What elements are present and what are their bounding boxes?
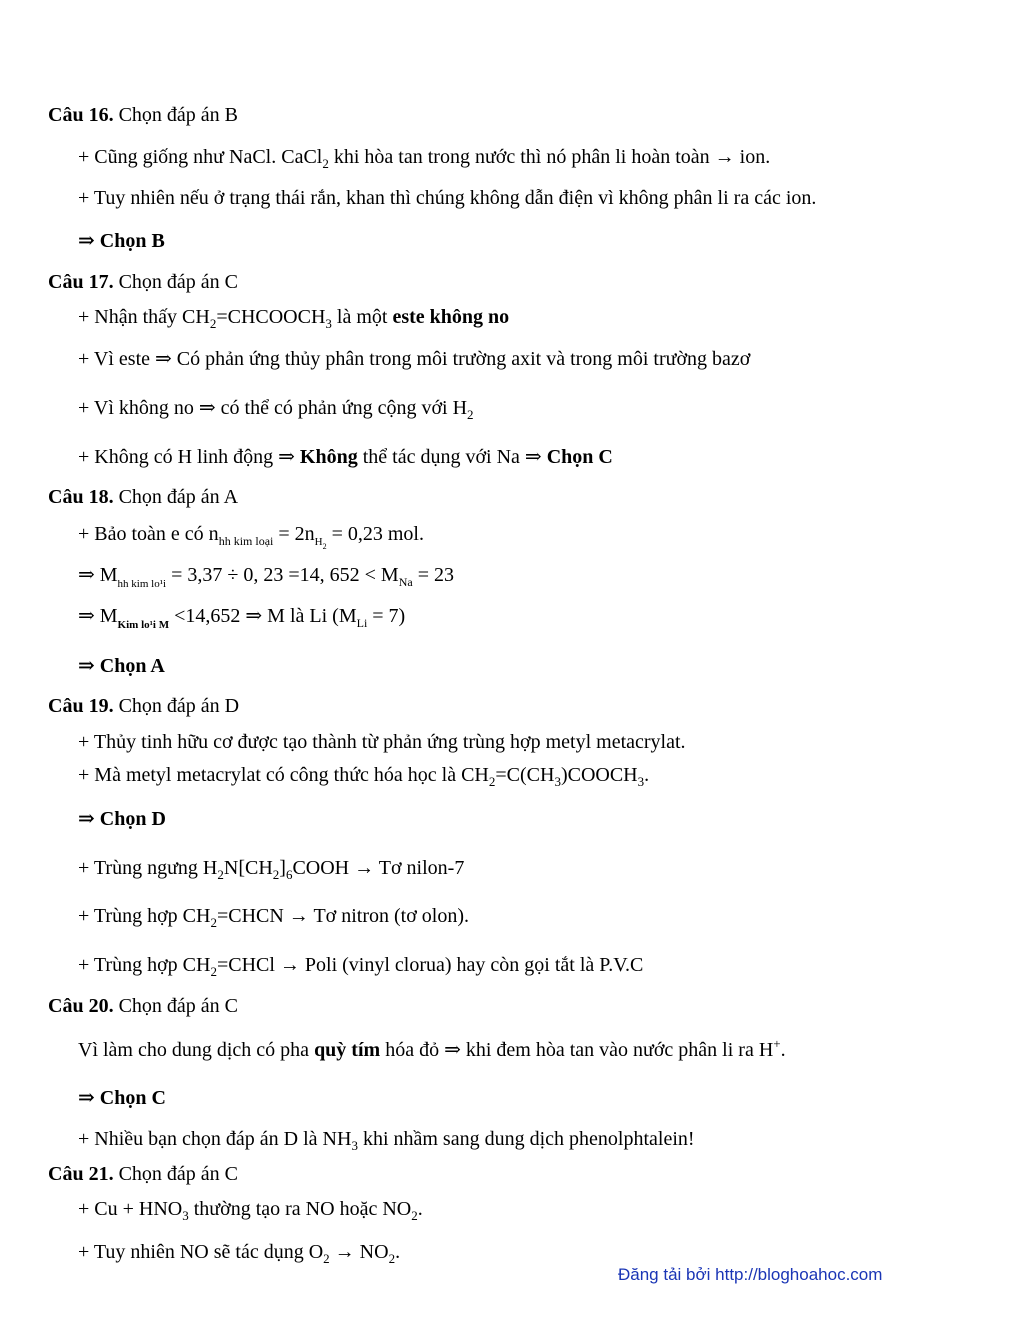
q19-line-3: + Trùng ngưng $H_2N[CH_2]_6COOH$ → Tơ nilon-7 <box>78 857 465 882</box>
q21-line-2: + Tuy nhiên NO sẽ tác dụng $O_2 \to NO_2$. <box>78 1241 401 1266</box>
q20-line-2: + Nhiều bạn chọn đáp án D là $NH_3$ khi nhầm sang dung dịch phenolphtalein! <box>78 1128 695 1153</box>
q19-choose: ⇒ Chọn D <box>78 808 166 830</box>
q19-line-4: + Trùng hợp $CH_2=CHCN$ → Tơ nitron (tơ olon). <box>78 905 470 930</box>
q21-line-1: + $Cu + HNO_3$ thường tạo ra NO hoặc $NO_2$. <box>78 1198 423 1223</box>
q20-line-1: Vì làm cho dung dịch có pha quỳ tím hóa đỏ ⇒ khi đem hòa tan vào nước phân li ra H+. <box>78 1036 786 1061</box>
q18-choose: ⇒ Chọn A <box>78 655 165 677</box>
q18-heading: Câu 18. Chọn đáp án A <box>48 486 239 508</box>
q20-heading: Câu 20. Chọn đáp án C <box>48 995 239 1017</box>
q18-line-3: ⇒ $M_{Kim lo^1i M} <14,652$ ⇒ M là Li $(M_{Li} = 7)$ <box>78 605 406 631</box>
q21-heading: Câu 21. Chọn đáp án C <box>48 1163 239 1185</box>
q20-choose: ⇒ Chọn C <box>78 1087 166 1109</box>
q16-line-2: + Tuy nhiên nếu ở trạng thái rắn, khan thì chúng không dẫn điện vì không phân li ra các ion. <box>78 187 817 209</box>
q17-line-1: + Nhận thấy $CH_2=CHCOOCH_3$ là một este không no <box>78 306 510 331</box>
q19-line-5: + Trùng hợp $CH_2=CHCl$ → Poli (vinyl clorua) hay còn gọi tắt là P.V.C <box>78 954 644 979</box>
q16-choose: ⇒ Chọn B <box>78 230 165 252</box>
q19-line-1: + Thủy tinh hữu cơ được tạo thành từ phản ứng trùng hợp metyl metacrylat. <box>78 731 686 753</box>
q17-line-3: + Vì không no ⇒ có thể có phản ứng cộng với $H_2$ <box>78 397 474 422</box>
q16-line-1: + Cũng giống như NaCl. CaCl$_2$ khi hòa tan trong nước thì nó phân li hoàn toàn → ion. <box>78 146 771 171</box>
q18-line-1: + Bảo toàn e có $n_{hh kim loại} = 2n_{H2} = 0,23$ mol. <box>78 523 424 551</box>
q16-heading: Câu 16. Chọn đáp án B <box>48 104 239 126</box>
footer-source-link[interactable]: Đăng tải bởi http://bloghoahoc.com <box>618 1265 883 1284</box>
q17-heading: Câu 17. Chọn đáp án C <box>48 271 239 293</box>
q17-line-4: + Không có H linh động ⇒ Không thể tác dụng với Na ⇒ Chọn C <box>78 446 613 468</box>
q18-line-2: ⇒ $M_{hh kim lo^1i} = 3,37 \div 0$, 23 =14, $652 < M_{Na} = 23$ <box>78 564 454 590</box>
q17-line-2: + Vì este ⇒ Có phản ứng thủy phân trong môi trường axit và trong môi trường bazơ <box>78 348 751 370</box>
q19-line-2: + Mà metyl metacrylat có công thức hóa học là $CH_2=C(CH_3)COOCH_3$. <box>78 764 650 789</box>
q19-heading: Câu 19. Chọn đáp án D <box>48 695 240 717</box>
